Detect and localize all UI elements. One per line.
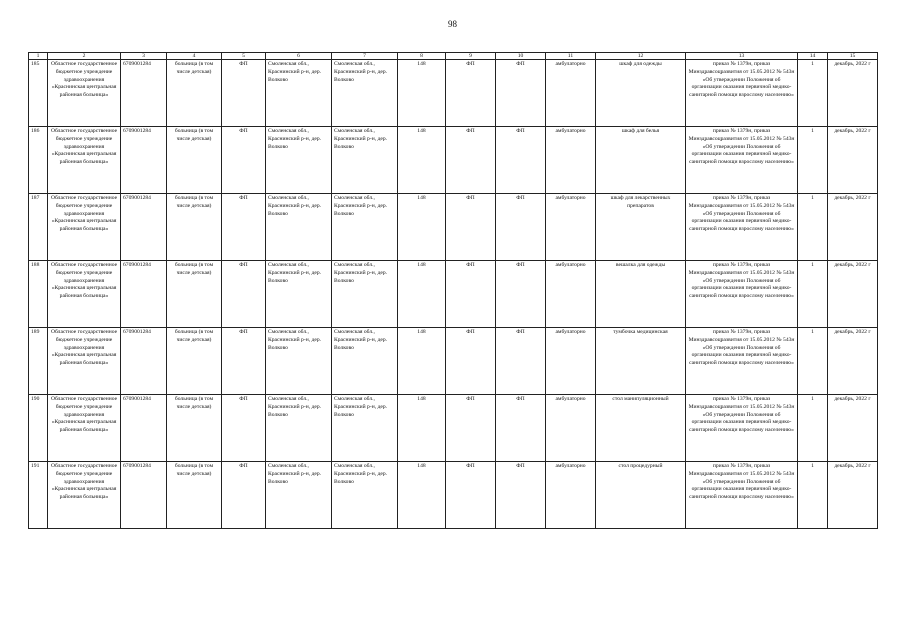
delivery-date: декабрь, 2022 г: [828, 127, 878, 194]
column-number: 11: [546, 53, 596, 60]
equipment-name: шкаф для одежды: [596, 60, 686, 127]
column-number: 2: [48, 53, 121, 60]
inn: 6709001284: [121, 194, 167, 261]
column-number: 13: [686, 53, 798, 60]
delivery-date: декабрь, 2022 г: [828, 194, 878, 261]
care-mode: амбулаторно: [546, 127, 596, 194]
unit-type-2: ФП: [446, 462, 496, 529]
unit-type-3: ФП: [496, 395, 546, 462]
regulation-order: приказ № 1379н, приказ Минздравсоцразвития от 15.05.2012 № 543н «Об утверждении Положения об организации оказания первичной медико-санитарной помощи взрослому населению»: [686, 462, 798, 529]
institution-type: больница (в том числе детская): [167, 462, 222, 529]
unit-type-3: ФП: [496, 462, 546, 529]
address-location: Смоленская обл., Краснинский р-н, дер. Волково: [332, 60, 398, 127]
table-row: [29, 328, 878, 395]
organization-name: Областное государственное бюджетное учреждение здравоохранения «Краснинская центральная районная больница»: [48, 462, 121, 529]
row-number: 190: [29, 395, 48, 462]
organization-name: Областное государственное бюджетное учреждение здравоохранения «Краснинская центральная районная больница»: [48, 127, 121, 194]
care-mode: амбулаторно: [546, 328, 596, 395]
column-number: 6: [266, 53, 332, 60]
care-mode: амбулаторно: [546, 261, 596, 328]
unit-type-2: ФП: [446, 328, 496, 395]
institution-type: больница (в том числе детская): [167, 328, 222, 395]
row-number: 191: [29, 462, 48, 529]
unit-type: ФП: [222, 127, 266, 194]
row-number: 187: [29, 194, 48, 261]
code: 148: [398, 60, 446, 127]
quantity: 1: [798, 127, 828, 194]
quantity: 1: [798, 261, 828, 328]
row-number: 189: [29, 328, 48, 395]
unit-type: ФП: [222, 462, 266, 529]
unit-type-2: ФП: [446, 127, 496, 194]
column-number: 8: [398, 53, 446, 60]
column-number: 14: [798, 53, 828, 60]
column-number: 7: [332, 53, 398, 60]
unit-type-2: ФП: [446, 194, 496, 261]
organization-name: Областное государственное бюджетное учреждение здравоохранения «Краснинская центральная районная больница»: [48, 60, 121, 127]
unit-type-3: ФП: [496, 328, 546, 395]
equipment-name: стол манипуляционный: [596, 395, 686, 462]
care-mode: амбулаторно: [546, 194, 596, 261]
address-location: Смоленская обл., Краснинский р-н, дер. Волково: [332, 462, 398, 529]
row-number: 188: [29, 261, 48, 328]
column-numbers-row: [29, 53, 878, 60]
code: 148: [398, 462, 446, 529]
unit-type-3: ФП: [496, 261, 546, 328]
equipment-table: [28, 52, 878, 529]
address: Смоленская обл., Краснинский р-н, дер. Волково: [266, 462, 332, 529]
code: 148: [398, 127, 446, 194]
code: 148: [398, 194, 446, 261]
column-number: 4: [167, 53, 222, 60]
address: Смоленская обл., Краснинский р-н, дер. Волково: [266, 261, 332, 328]
care-mode: амбулаторно: [546, 395, 596, 462]
equipment-name: шкаф для лекарственных препаратов: [596, 194, 686, 261]
regulation-order: приказ № 1379н, приказ Минздравсоцразвития от 15.05.2012 № 543н «Об утверждении Положения об организации оказания первичной медико-санитарной помощи взрослому населению»: [686, 194, 798, 261]
regulation-order: приказ № 1379н, приказ Минздравсоцразвития от 15.05.2012 № 543н «Об утверждении Положения об организации оказания первичной медико-санитарной помощи взрослому населению»: [686, 127, 798, 194]
table-row: [29, 395, 878, 462]
inn: 6709001284: [121, 60, 167, 127]
column-number: 1: [29, 53, 48, 60]
unit-type-3: ФП: [496, 194, 546, 261]
code: 148: [398, 395, 446, 462]
unit-type-3: ФП: [496, 127, 546, 194]
column-number: 3: [121, 53, 167, 60]
address: Смоленская обл., Краснинский р-н, дер. Волково: [266, 127, 332, 194]
inn: 6709001284: [121, 462, 167, 529]
regulation-order: приказ № 1379н, приказ Минздравсоцразвития от 15.05.2012 № 543н «Об утверждении Положения об организации оказания первичной медико-санитарной помощи взрослому населению»: [686, 328, 798, 395]
regulation-order: приказ № 1379н, приказ Минздравсоцразвития от 15.05.2012 № 543н «Об утверждении Положения об организации оказания первичной медико-санитарной помощи взрослому населению»: [686, 60, 798, 127]
inn: 6709001284: [121, 328, 167, 395]
institution-type: больница (в том числе детская): [167, 261, 222, 328]
inn: 6709001284: [121, 127, 167, 194]
quantity: 1: [798, 194, 828, 261]
address-location: Смоленская обл., Краснинский р-н, дер. Волково: [332, 127, 398, 194]
equipment-name: вешалка для одежды: [596, 261, 686, 328]
unit-type: ФП: [222, 395, 266, 462]
column-number: 15: [828, 53, 878, 60]
unit-type-2: ФП: [446, 60, 496, 127]
quantity: 1: [798, 395, 828, 462]
page-number: 98: [448, 19, 457, 29]
delivery-date: декабрь, 2022 г: [828, 395, 878, 462]
unit-type-3: ФП: [496, 60, 546, 127]
address: Смоленская обл., Краснинский р-н, дер. Волково: [266, 328, 332, 395]
inn: 6709001284: [121, 261, 167, 328]
organization-name: Областное государственное бюджетное учреждение здравоохранения «Краснинская центральная районная больница»: [48, 261, 121, 328]
delivery-date: декабрь, 2022 г: [828, 328, 878, 395]
care-mode: амбулаторно: [546, 60, 596, 127]
table-row: [29, 194, 878, 261]
quantity: 1: [798, 462, 828, 529]
column-number: 12: [596, 53, 686, 60]
table-row: [29, 462, 878, 529]
address: Смоленская обл., Краснинский р-н, дер. Волково: [266, 395, 332, 462]
quantity: 1: [798, 328, 828, 395]
equipment-name: тумбочка медицинская: [596, 328, 686, 395]
equipment-name: стол процедурный: [596, 462, 686, 529]
unit-type-2: ФП: [446, 261, 496, 328]
table-row: [29, 261, 878, 328]
unit-type: ФП: [222, 328, 266, 395]
table-row: [29, 60, 878, 127]
address-location: Смоленская обл., Краснинский р-н, дер. Волково: [332, 395, 398, 462]
column-number: 5: [222, 53, 266, 60]
address: Смоленская обл., Краснинский р-н, дер. Волково: [266, 194, 332, 261]
code: 148: [398, 261, 446, 328]
institution-type: больница (в том числе детская): [167, 60, 222, 127]
column-number: 10: [496, 53, 546, 60]
equipment-name: шкаф для белья: [596, 127, 686, 194]
delivery-date: декабрь, 2022 г: [828, 261, 878, 328]
address-location: Смоленская обл., Краснинский р-н, дер. Волково: [332, 328, 398, 395]
delivery-date: декабрь, 2022 г: [828, 462, 878, 529]
organization-name: Областное государственное бюджетное учреждение здравоохранения «Краснинская центральная районная больница»: [48, 194, 121, 261]
organization-name: Областное государственное бюджетное учреждение здравоохранения «Краснинская центральная районная больница»: [48, 395, 121, 462]
quantity: 1: [798, 60, 828, 127]
care-mode: амбулаторно: [546, 462, 596, 529]
institution-type: больница (в том числе детская): [167, 194, 222, 261]
delivery-date: декабрь, 2022 г: [828, 60, 878, 127]
institution-type: больница (в том числе детская): [167, 395, 222, 462]
table-row: [29, 127, 878, 194]
unit-type: ФП: [222, 60, 266, 127]
address-location: Смоленская обл., Краснинский р-н, дер. Волково: [332, 261, 398, 328]
inn: 6709001284: [121, 395, 167, 462]
regulation-order: приказ № 1379н, приказ Минздравсоцразвития от 15.05.2012 № 543н «Об утверждении Положения об организации оказания первичной медико-санитарной помощи взрослому населению»: [686, 261, 798, 328]
row-number: 186: [29, 127, 48, 194]
row-number: 185: [29, 60, 48, 127]
organization-name: Областное государственное бюджетное учреждение здравоохранения «Краснинская центральная районная больница»: [48, 328, 121, 395]
code: 148: [398, 328, 446, 395]
address: Смоленская обл., Краснинский р-н, дер. Волково: [266, 60, 332, 127]
regulation-order: приказ № 1379н, приказ Минздравсоцразвития от 15.05.2012 № 543н «Об утверждении Положения об организации оказания первичной медико-санитарной помощи взрослому населению»: [686, 395, 798, 462]
unit-type: ФП: [222, 194, 266, 261]
column-number: 9: [446, 53, 496, 60]
unit-type: ФП: [222, 261, 266, 328]
institution-type: больница (в том числе детская): [167, 127, 222, 194]
address-location: Смоленская обл., Краснинский р-н, дер. Волково: [332, 194, 398, 261]
unit-type-2: ФП: [446, 395, 496, 462]
